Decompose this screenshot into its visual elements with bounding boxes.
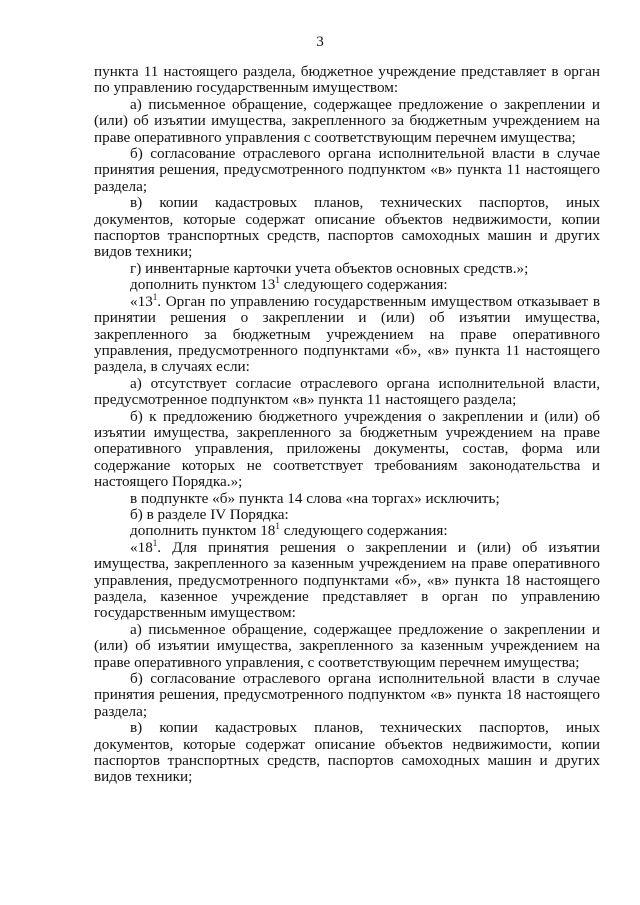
- page-number: 3: [316, 33, 324, 50]
- paragraph-add-18-1: [94, 523, 600, 539]
- paragraph-item-a: а) отсутствует согласие отраслевого органа исполнительной власти, предусмотренное подпунктом «в» пункта 11 настоящего раздела;: [94, 374, 600, 409]
- document-body: [94, 64, 600, 786]
- paragraph-text: «18: [130, 538, 153, 556]
- paragraph-text: дополнить пунктом 18: [130, 522, 276, 540]
- paragraph-add-13-1: [94, 277, 600, 293]
- paragraph-text: . Для принятия решения о закреплении и (или) об изъятии имущества, закрепленного за казенным учреждением на праве оперативного управления, предусмотренного подпунктами «б», «в» пункта 18 настоящего раздела, казенное учреждение представляет в орган по управлению государственным имуществом:: [94, 538, 600, 622]
- superscript: 1: [152, 537, 158, 548]
- paragraph-text: следующего содержания:: [279, 522, 448, 540]
- paragraph-clause-18-1: [94, 537, 600, 622]
- paragraph-amend-14: в подпункте «б» пункта 14 слова «на торгах» исключить;: [130, 489, 500, 507]
- paragraph-item-a: а) письменное обращение, содержащее предложение о закреплении и (или) об изъятии имущества, закрепленного за казенным учреждением на праве оперативного управления, с соответствующим перечнем имущества;: [94, 620, 600, 671]
- paragraph-text: следующего содержания:: [279, 276, 448, 294]
- paragraph-item-v: в) копии кадастровых планов, технических паспортов, иных документов, которые содержат описание объектов недвижимости, копии паспортов транспортных средств, паспортов самоходных машин и других видов техники;: [94, 194, 600, 261]
- paragraph-item-b: б) к предложению бюджетного учреждения о закреплении и (или) об изъятии имущества, закрепленного за бюджетным учреждением на праве оперативного управления, приложены документы, состав, форма или содержание которых не соответствует требованиям законодательства и настоящего Порядка.»;: [94, 407, 600, 491]
- paragraph-item-b: б) согласование отраслевого органа исполнительной власти в случае принятия решения, предусмотренного подпунктом «в» пункта 11 настоящего раздела;: [94, 145, 600, 195]
- paragraph-clause-13-1: [94, 291, 600, 376]
- paragraph-item-b: б) согласование отраслевого органа исполнительной власти в случае принятия решения, предусмотренного подпунктом «в» пункта 18 настоящего раздела;: [94, 670, 600, 720]
- paragraph-text: . Орган по управлению государственным имуществом отказывает в принятии решения о закреплении и (или) об изъятии имущества, закрепленного за бюджетным учреждением на праве оперативного управления, предусмотренного подпунктами «б», «в» пункта 11 настоящего раздела, в случаях если:: [94, 292, 600, 376]
- paragraph-text: дополнить пунктом 13: [130, 276, 276, 294]
- paragraph-continuation: пункта 11 настоящего раздела, бюджетное учреждение представляет в орган по управлению государственным имуществом:: [94, 63, 600, 97]
- superscript: 1: [152, 291, 158, 302]
- superscript: 1: [275, 521, 280, 532]
- paragraph-section-iv: б) в разделе IV Порядка:: [130, 505, 289, 523]
- paragraph-text: «13: [130, 292, 153, 310]
- superscript: 1: [275, 275, 280, 286]
- paragraph-item-g: г) инвентарные карточки учета объектов основных средств.»;: [130, 259, 529, 277]
- paragraph-item-v: в) копии кадастровых планов, технических паспортов, иных документов, которые содержат описание объектов недвижимости, копии паспортов транспортных средств, паспортов самоходных машин и других видов техники;: [94, 719, 600, 786]
- paragraph-item-a: а) письменное обращение, содержащее предложение о закреплении и (или) об изъятии имущества, закрепленного за бюджетным учреждением на праве оперативного управления с соответствующим перечнем имущества;: [94, 95, 600, 146]
